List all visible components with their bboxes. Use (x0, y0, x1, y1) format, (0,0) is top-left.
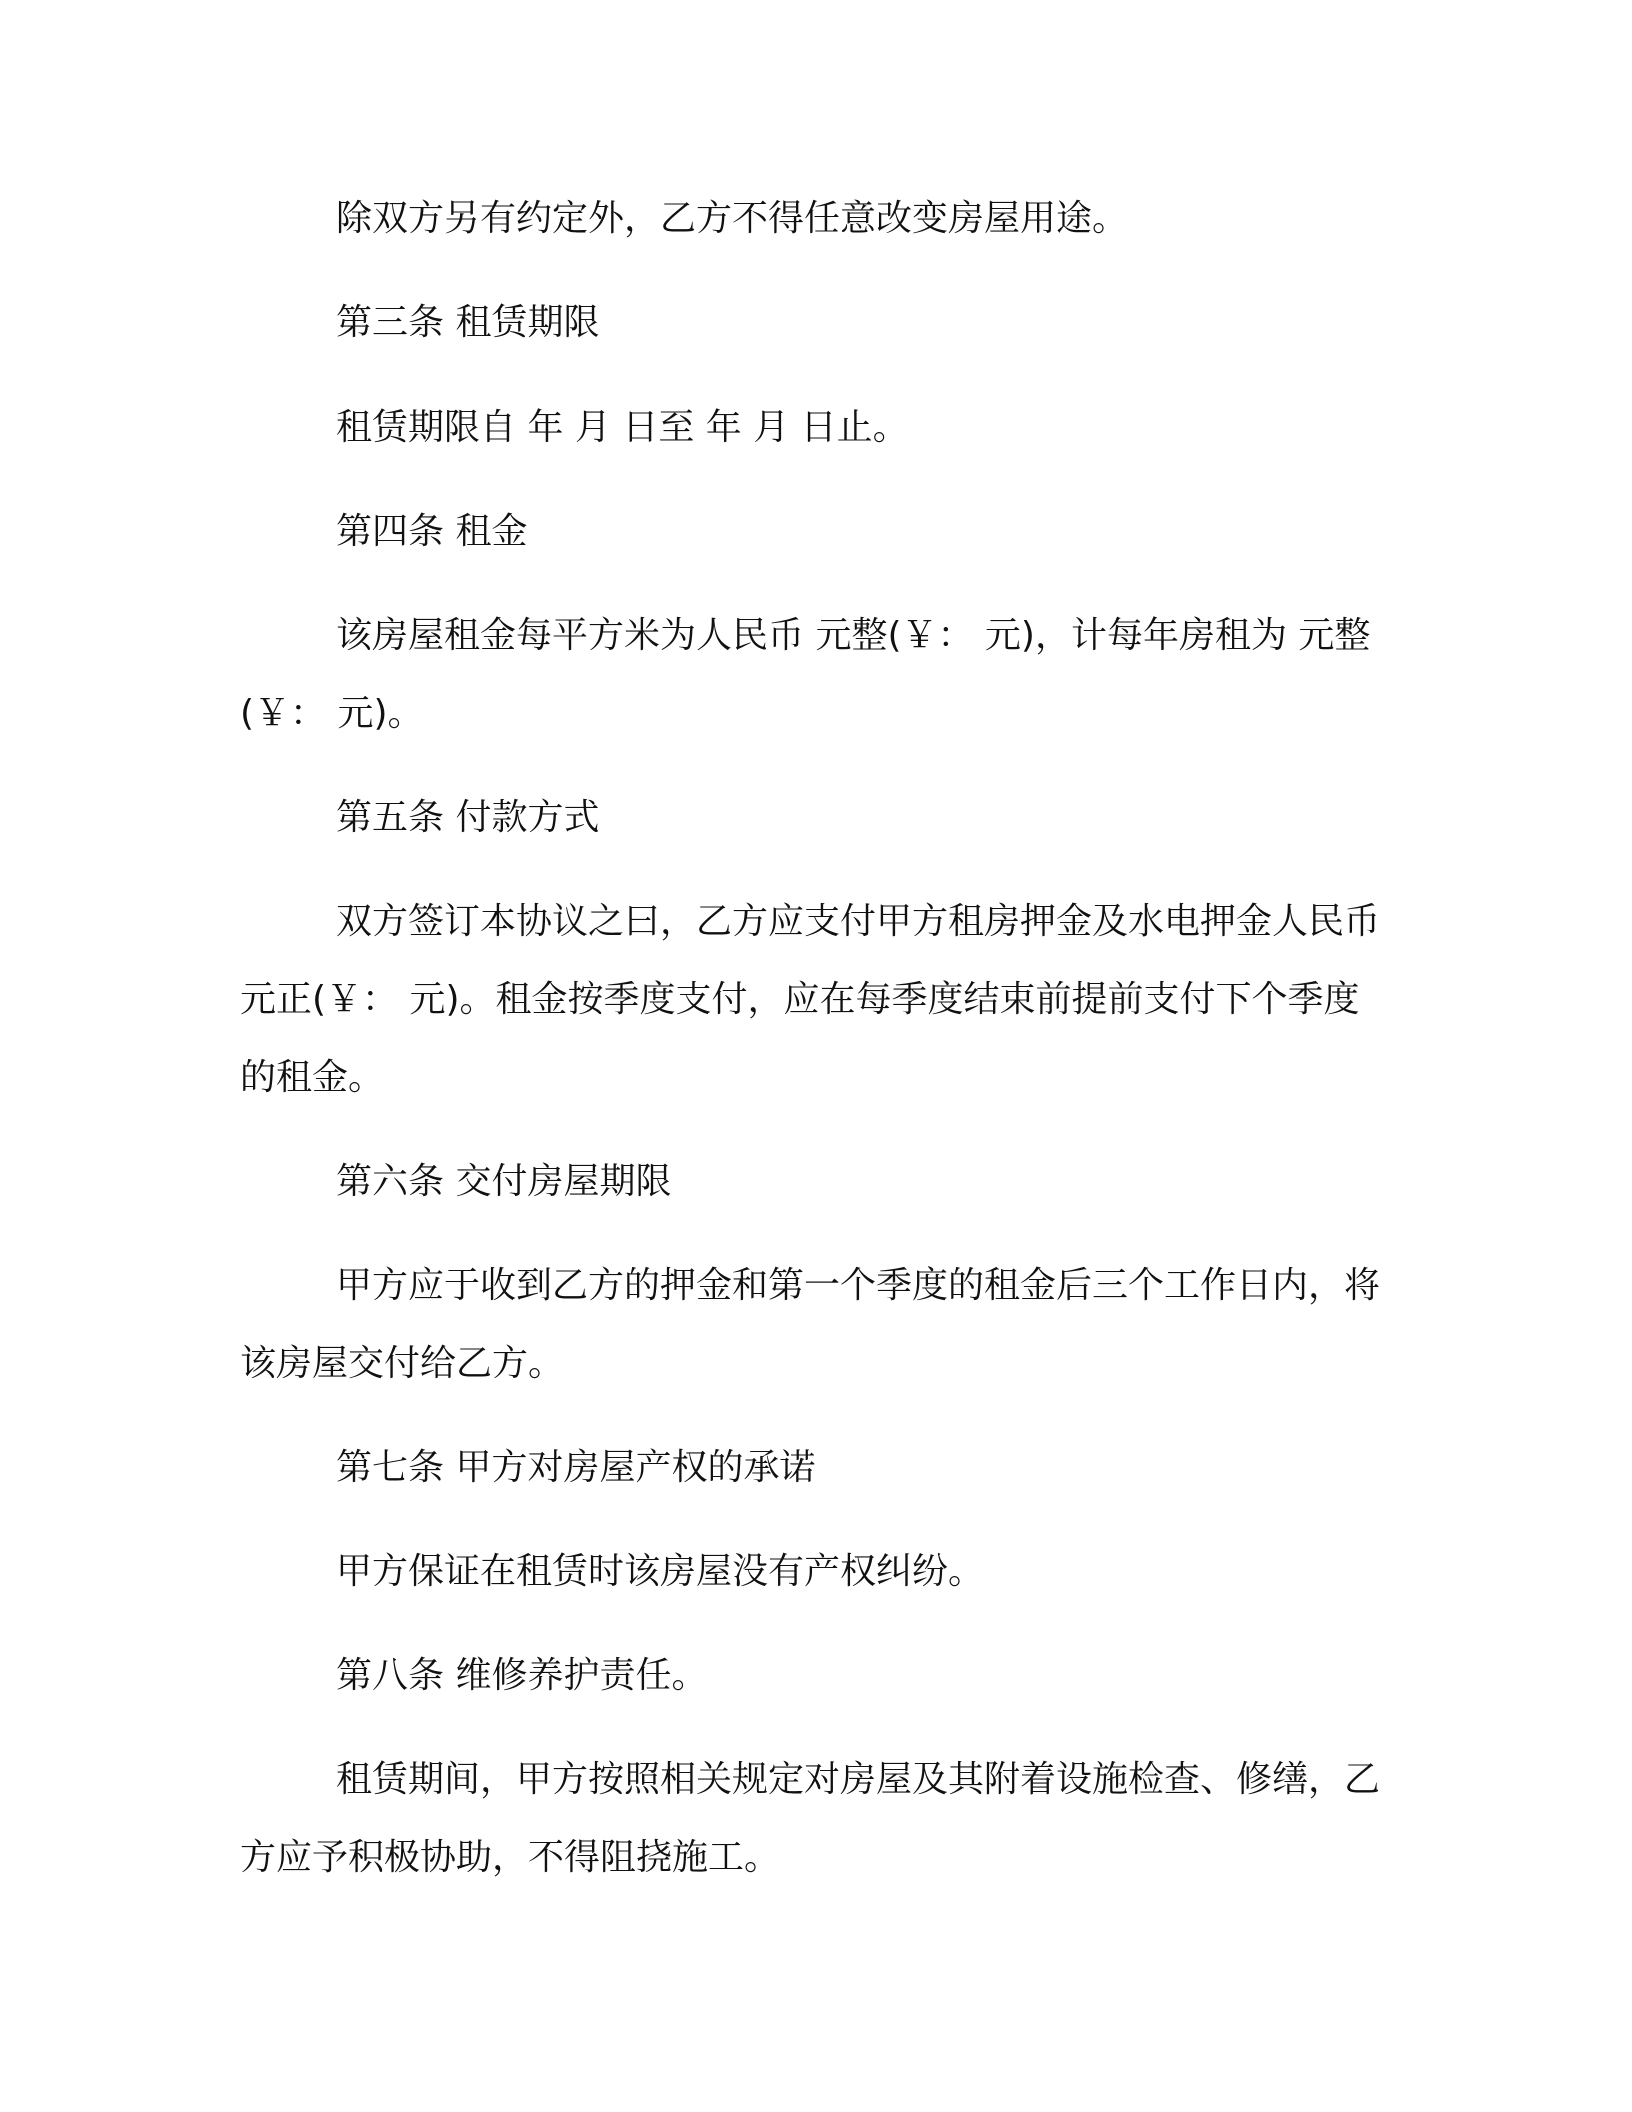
paragraph-lease-term: 租赁期限自 年 月 日至 年 月 日止。 (336, 407, 909, 448)
heading-article-7: 第七条 甲方对房屋产权的承诺 (336, 1447, 816, 1488)
paragraph-rent: 该房屋租金每平方米为人民币 元整(￥： 元)，计每年房租为 元整(￥： 元)。 (240, 615, 1371, 734)
paragraph-delivery: 甲方应于收到乙方的押金和第一个季度的租金后三个工作日内，将该房屋交付给乙方。 (240, 1265, 1381, 1384)
paragraph-payment: 双方签订本协议之曰，乙方应支付甲方租房押金及水电押金人民币 元正(￥： 元)。租金按季度支付，应在每季度结束前提前支付下个季度的租金。 (240, 901, 1381, 1098)
heading-article-8: 第八条 维修养护责任。 (336, 1655, 708, 1696)
heading-article-3: 第三条 租赁期限 (336, 302, 600, 343)
heading-article-4: 第四条 租金 (336, 511, 528, 552)
heading-article-6: 第六条 交付房屋期限 (336, 1161, 672, 1202)
paragraph-property-rights: 甲方保证在租赁时该房屋没有产权纠纷。 (336, 1551, 985, 1592)
paragraph-usage: 除双方另有约定外，乙方不得任意改变房屋用途。 (336, 198, 1129, 239)
paragraph-maintenance: 租赁期间，甲方按照相关规定对房屋及其附着设施检查、修缮，乙方应予积极协助，不得阻挠施工。 (240, 1759, 1381, 1878)
heading-article-5: 第五条 付款方式 (336, 797, 600, 838)
